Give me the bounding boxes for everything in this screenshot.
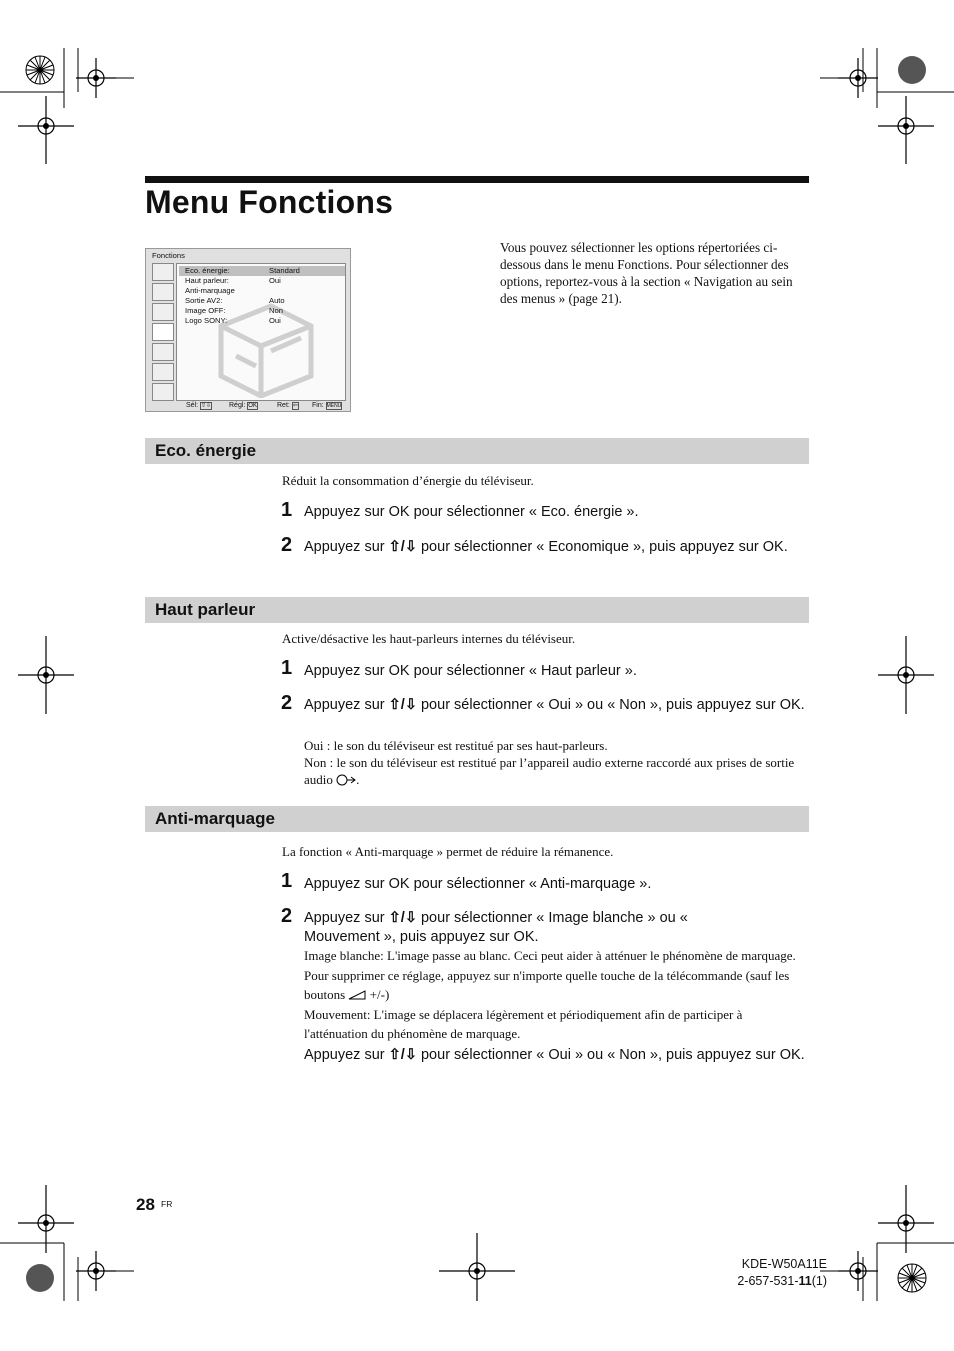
anti-step2: Appuyez sur ⇧/⇩ pour sélectionner « Image blanche » ou « Mouvement », puis appuyez sur OK. xyxy=(304,910,688,945)
haut-note-non: Non : le son du téléviseur est restitué par l’appareil audio externe raccordé aux prises de sortie audio . xyxy=(304,755,795,787)
page-number: 28 xyxy=(136,1195,155,1214)
anti-description: La fonction « Anti-marquage » permet de réduire la rémanence. xyxy=(282,844,614,859)
picture-icon xyxy=(152,263,174,281)
page-title: Menu Fonctions xyxy=(145,184,394,220)
haut-step2: Appuyez sur ⇧/⇩ pour sélectionner « Oui » ou « Non », puis appuyez sur OK. xyxy=(304,697,805,713)
anti-note-image-blanche: Image blanche: L'image passe au blanc. Ceci peut aider à atténuer le phénomène de marquage. Pour supprimer ce réglage, appuyez sur n'importe quelle touche de la télécommande (sauf les boutons +/-) xyxy=(304,948,796,1002)
part-number: 2-657-531-11(1) xyxy=(737,1274,827,1288)
tv-menu-row: Sortie AV2: Auto xyxy=(185,296,285,305)
eco-step2: Appuyez sur ⇧/⇩ pour sélectionner « Economique », puis appuyez sur OK. xyxy=(304,539,788,555)
tv-menu-pane xyxy=(176,263,346,401)
haut-step1: Appuyez sur OK pour sélectionner « Haut parleur ». xyxy=(304,663,637,679)
features-icon xyxy=(152,323,174,341)
anti-step3: Appuyez sur ⇧/⇩ pour sélectionner « Oui » ou « Non », puis appuyez sur OK. xyxy=(304,1047,805,1063)
model-reference xyxy=(728,1256,827,1290)
step-number: 1 xyxy=(281,499,293,521)
eco-description: Réduit la consommation d’énergie du téléviseur. xyxy=(282,473,534,488)
section-heading-haut-parleur: Haut parleur xyxy=(145,597,809,623)
tv-menu-footer-sel: Sél: ⇧⇩ xyxy=(186,402,212,409)
anti-note-mouvement: Mouvement: L'image se déplacera légèrement et périodiquement afin de participer à l'atténuation du phénomène de marquage. xyxy=(304,1006,743,1041)
volume-icon xyxy=(348,990,366,1000)
section-heading-eco: Eco. énergie xyxy=(145,438,809,464)
tv-menu-row: Logo SONY: Oui xyxy=(185,316,281,325)
tv-menu-screenshot xyxy=(145,248,351,412)
intro-paragraph: Vous pouvez sélectionner les options répertoriées ci-dessous dans le menu Fonctions. Pour sélectionner des options, reportez-vous à la section « Navigation au sein des menus » (page 21). xyxy=(500,240,793,306)
tv-menu-row: Haut parleur: Oui xyxy=(185,276,281,285)
haut-description: Active/désactive les haut-parleurs internes du téléviseur. xyxy=(282,631,576,646)
model-name: KDE-W50A11E xyxy=(741,1257,827,1271)
step-number: 2 xyxy=(281,534,293,556)
tv-menu-row: Eco. énergie: Standard xyxy=(179,266,345,276)
tv-menu-icon-column xyxy=(149,263,175,403)
step-number: 1 xyxy=(281,657,293,679)
eco-step1: Appuyez sur OK pour sélectionner « Eco. énergie ». xyxy=(304,504,639,520)
tv-menu-footer-fin: Fin: MENU xyxy=(312,402,342,409)
anti-step1: Appuyez sur OK pour sélectionner « Anti-marquage ». xyxy=(304,876,652,892)
page-language: FR xyxy=(161,1199,173,1209)
up-down-arrows-icon: ⇧/⇩ xyxy=(388,910,417,926)
tv-menu-row: Anti-marquage xyxy=(185,286,235,295)
step-number: 1 xyxy=(281,870,293,892)
tv-menu-title: Fonctions xyxy=(152,251,185,260)
tv-menu-row: Image OFF: Non xyxy=(185,306,283,315)
tv-menu-footer-regl: Régl: OK xyxy=(229,402,257,409)
haut-note-oui: Oui : le son du téléviseur est restitué par ses haut-parleurs. xyxy=(304,738,608,753)
tv-menu-footer-ret: Ret: ⇦ xyxy=(277,402,298,409)
screen-icon xyxy=(152,303,174,321)
setup-icon xyxy=(152,343,174,361)
audio-out-icon xyxy=(336,774,356,786)
anti-notes xyxy=(304,946,809,1044)
up-down-arrows-icon: ⇧/⇩ xyxy=(388,539,417,555)
step-number: 2 xyxy=(281,692,293,714)
up-down-arrows-icon: ⇧/⇩ xyxy=(388,1047,417,1063)
pc-icon xyxy=(152,363,174,381)
section-heading-anti-marquage: Anti-marquage xyxy=(145,806,809,832)
blank-icon xyxy=(152,383,174,401)
step-number: 2 xyxy=(281,905,293,927)
haut-notes xyxy=(304,737,809,788)
up-down-arrows-icon: ⇧/⇩ xyxy=(388,697,417,713)
sound-icon xyxy=(152,283,174,301)
title-rule xyxy=(145,176,809,183)
